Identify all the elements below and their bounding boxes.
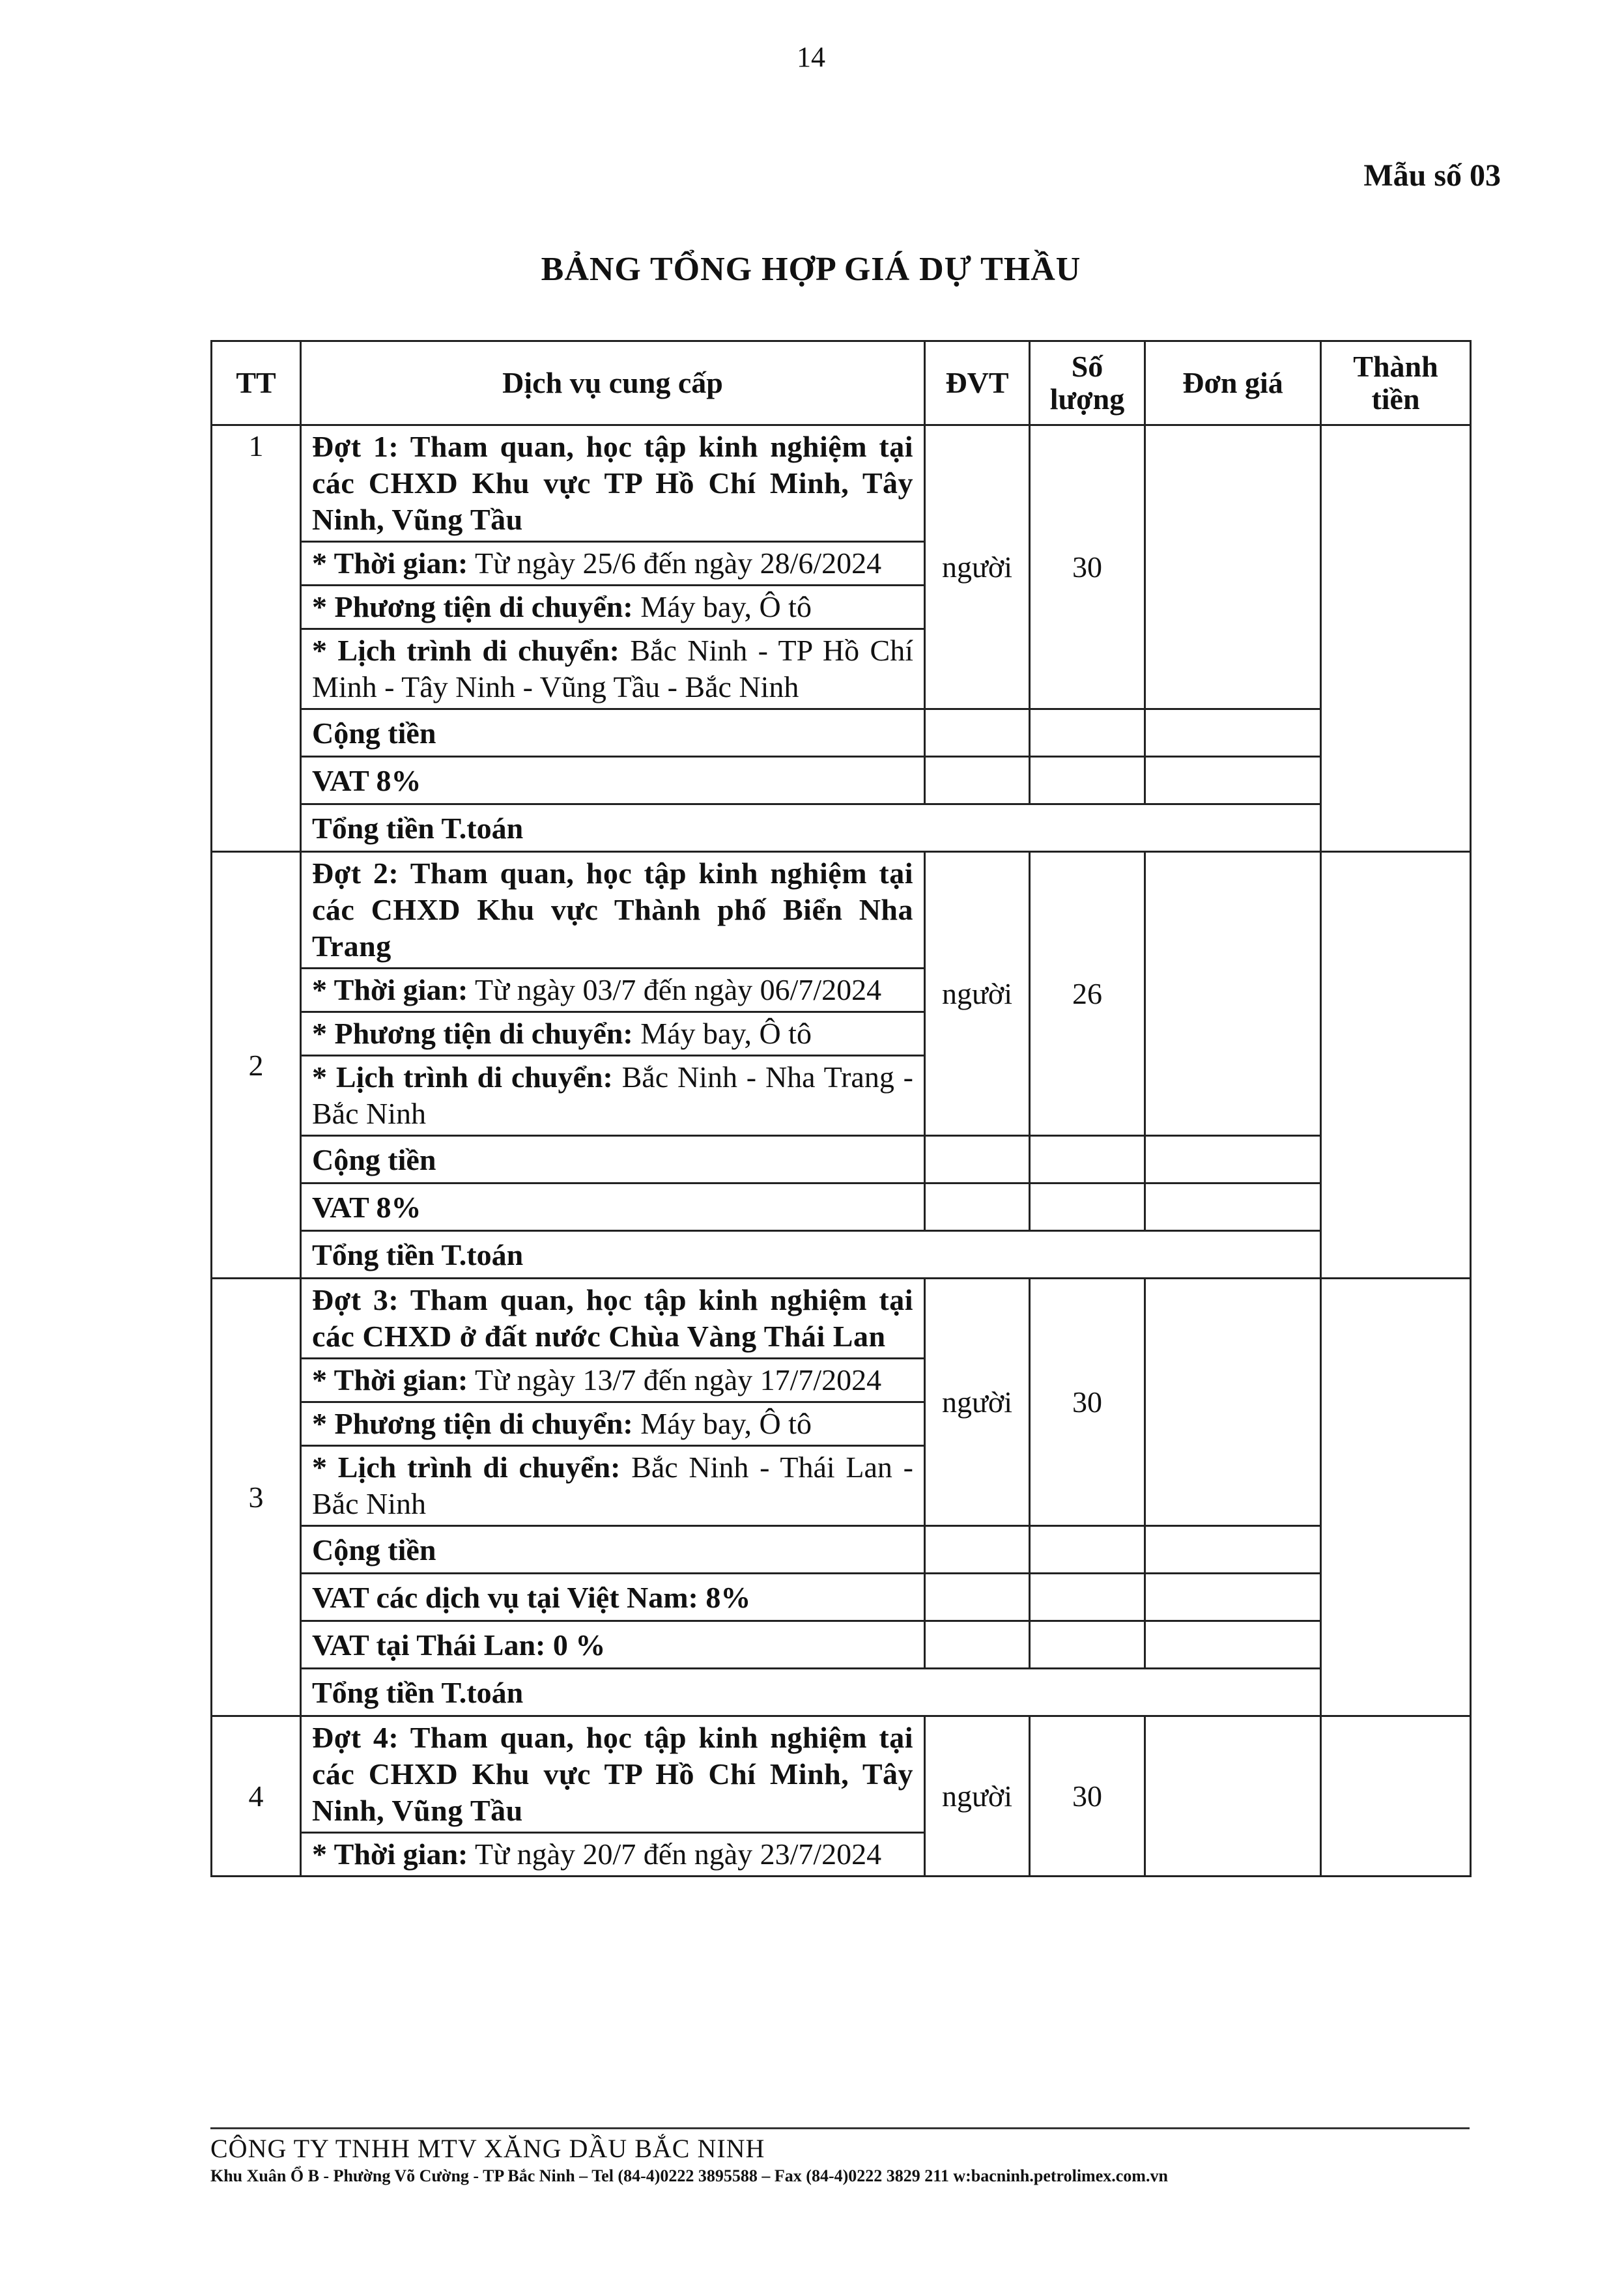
- total-label: Tổng tiền T.toán: [301, 1669, 1321, 1716]
- table-row: [212, 1716, 1471, 1833]
- unit-price-cell: [1145, 1279, 1321, 1526]
- vat-label: VAT 8%: [301, 757, 925, 804]
- time-label: * Thời gian:: [312, 546, 468, 580]
- itinerary-cell: [301, 1446, 925, 1526]
- itinerary-value: Bắc Ninh - TP Hồ Chí Minh - Tây Ninh - Vũng Tầu - Bắc Ninh: [312, 634, 913, 703]
- quantity-cell: 30: [1030, 1279, 1145, 1526]
- time-value: Từ ngày 13/7 đến ngày 17/7/2024: [475, 1363, 882, 1396]
- row-number: 3: [212, 1279, 301, 1716]
- subtotal-label: Cộng tiền: [301, 1526, 925, 1574]
- time-value: Từ ngày 03/7 đến ngày 06/7/2024: [475, 973, 882, 1006]
- time-value: Từ ngày 25/6 đến ngày 28/6/2024: [475, 546, 882, 580]
- table-row: [212, 1231, 1471, 1279]
- transport-cell: [301, 1012, 925, 1056]
- unit-price-cell: [1145, 852, 1321, 1136]
- page-number: 14: [797, 41, 825, 73]
- transport-label: * Phương tiện di chuyển:: [312, 590, 633, 623]
- footer-address: Khu Xuân Ổ B - Phường Võ Cường - TP Bắc Ninh – Tel (84-4)0222 3895588 – Fax (84-4)0222 3829 211 w:bacninh.petrolimex.com.vn: [210, 2166, 1168, 2185]
- time-value: Từ ngày 20/7 đến ngày 23/7/2024: [475, 1837, 882, 1871]
- transport-value: Máy bay, Ô tô: [640, 1407, 812, 1440]
- document-title: BẢNG TỔNG HỢP GIÁ DỰ THẦU: [541, 251, 1081, 288]
- row-number: 2: [212, 852, 301, 1279]
- table-row: [212, 852, 1471, 969]
- transport-value: Máy bay, Ô tô: [640, 1017, 812, 1050]
- table-row: [212, 1183, 1471, 1231]
- row-number: 4: [212, 1716, 301, 1877]
- time-cell: [301, 1359, 925, 1402]
- vat-label: VAT 8%: [301, 1183, 925, 1231]
- batch-title: Đợt 4: Tham quan, học tập kinh nghiệm tại các CHXD Khu vực TP Hồ Chí Minh, Tây Ninh, Vũng Tầu: [301, 1716, 925, 1833]
- itinerary-value: Bắc Ninh - Nha Trang - Bắc Ninh: [312, 1060, 913, 1130]
- form-number: Mẫu số 03: [1363, 158, 1501, 193]
- header-unit-price: Đơn giá: [1145, 341, 1321, 425]
- table-row: [212, 425, 1471, 542]
- batch-title: Đợt 3: Tham quan, học tập kinh nghiệm tại các CHXD ở đất nước Chùa Vàng Thái Lan: [301, 1279, 925, 1359]
- table-row: [212, 709, 1471, 757]
- row-number: 1: [212, 425, 301, 852]
- unit-cell: người: [925, 1279, 1030, 1526]
- unit-price-cell: [1145, 425, 1321, 709]
- itinerary-label: * Lịch trình di chuyển:: [312, 1451, 621, 1484]
- time-label: * Thời gian:: [312, 1363, 468, 1396]
- itinerary-cell: [301, 629, 925, 709]
- table-header-row: [212, 341, 1471, 425]
- transport-label: * Phương tiện di chuyển:: [312, 1407, 633, 1440]
- time-cell: [301, 969, 925, 1012]
- itinerary-label: * Lịch trình di chuyển:: [312, 634, 619, 667]
- footer-company-name: CÔNG TY TNHH MTV XĂNG DẦU BẮC NINH: [210, 2134, 765, 2163]
- amount-cell: [1321, 852, 1471, 1279]
- time-label: * Thời gian:: [312, 973, 468, 1006]
- quantity-cell: 30: [1030, 1716, 1145, 1877]
- table-row: [212, 1621, 1471, 1669]
- unit-cell: người: [925, 1716, 1030, 1877]
- total-label: Tổng tiền T.toán: [301, 1231, 1321, 1279]
- time-cell: [301, 1833, 925, 1877]
- amount-cell: [1321, 1716, 1471, 1877]
- unit-cell: người: [925, 425, 1030, 709]
- unit-price-cell: [1145, 1716, 1321, 1877]
- transport-cell: [301, 1402, 925, 1446]
- table-row: [212, 1574, 1471, 1621]
- itinerary-value: Bắc Ninh - Thái Lan - Bắc Ninh: [312, 1451, 913, 1520]
- header-unit: ĐVT: [925, 341, 1030, 425]
- table-row: [212, 1279, 1471, 1359]
- table-row: [212, 804, 1471, 852]
- bid-price-summary-table: [210, 340, 1472, 1877]
- header-tt: TT: [212, 341, 301, 425]
- footer-divider: [210, 2127, 1470, 2129]
- quantity-cell: 26: [1030, 852, 1145, 1136]
- subtotal-label: Cộng tiền: [301, 709, 925, 757]
- table-row: [212, 1136, 1471, 1183]
- time-label: * Thời gian:: [312, 1837, 468, 1871]
- header-amount: Thành tiền: [1321, 341, 1471, 425]
- table-row: [212, 1669, 1471, 1716]
- batch-title: Đợt 1: Tham quan, học tập kinh nghiệm tại các CHXD Khu vực TP Hồ Chí Minh, Tây Ninh, Vũng Tầu: [301, 425, 925, 542]
- amount-cell: [1321, 1279, 1471, 1716]
- total-label: Tổng tiền T.toán: [301, 804, 1321, 852]
- vat-vietnam-label: VAT các dịch vụ tại Việt Nam: 8%: [301, 1574, 925, 1621]
- time-cell: [301, 542, 925, 586]
- transport-value: Máy bay, Ô tô: [640, 590, 812, 623]
- subtotal-label: Cộng tiền: [301, 1136, 925, 1183]
- vat-thailand-label: VAT tại Thái Lan: 0 %: [301, 1621, 925, 1669]
- unit-cell: người: [925, 852, 1030, 1136]
- header-quantity: Số lượng: [1030, 341, 1145, 425]
- table-row: [212, 757, 1471, 804]
- transport-label: * Phương tiện di chuyển:: [312, 1017, 633, 1050]
- table-row: [212, 1526, 1471, 1574]
- itinerary-label: * Lịch trình di chuyển:: [312, 1060, 613, 1094]
- itinerary-cell: [301, 1056, 925, 1136]
- amount-cell: [1321, 425, 1471, 852]
- transport-cell: [301, 586, 925, 629]
- batch-title: Đợt 2: Tham quan, học tập kinh nghiệm tại các CHXD Khu vực Thành phố Biển Nha Trang: [301, 852, 925, 969]
- quantity-cell: 30: [1030, 425, 1145, 709]
- header-service: Dịch vụ cung cấp: [301, 341, 925, 425]
